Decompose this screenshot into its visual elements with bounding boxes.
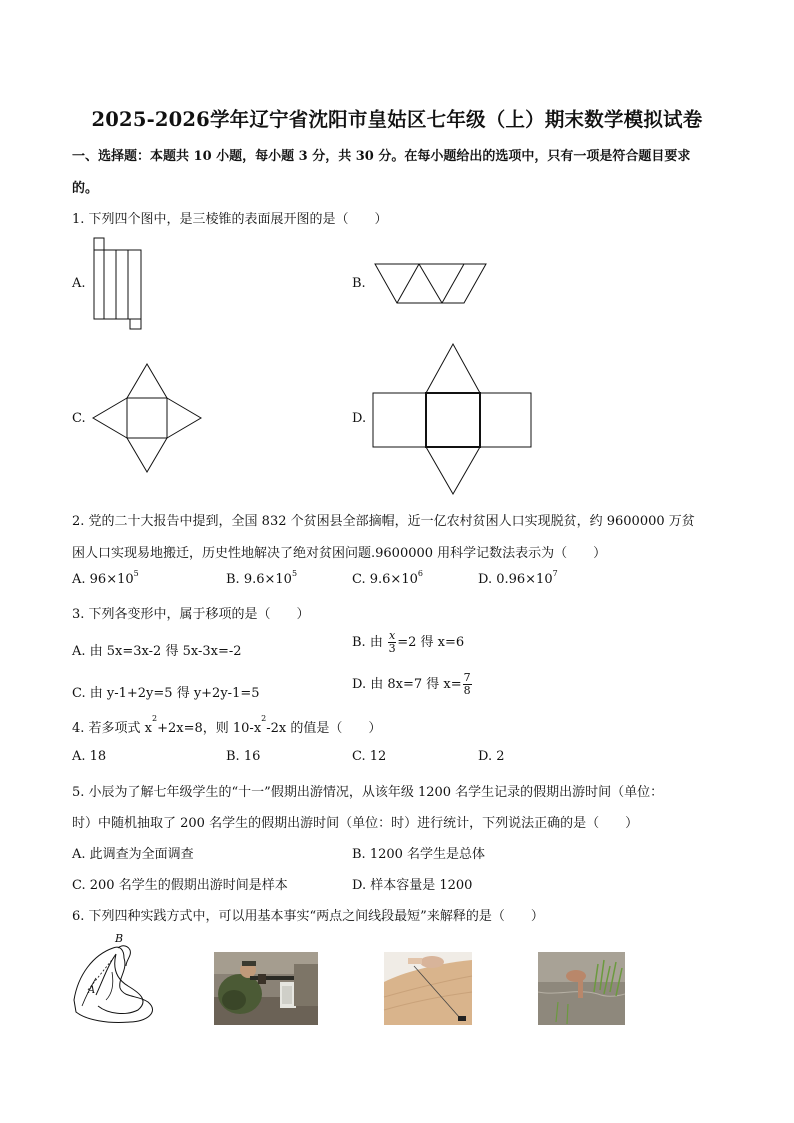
q2-option-b: B. $9.6\times 10^5$	[226, 569, 298, 587]
q4-option-c: C. 12	[352, 749, 387, 764]
q1-option-a-label: A.	[72, 276, 86, 291]
q5-option-c: C. 200 名学生的假期出游时间是样本	[72, 878, 288, 893]
q3-option-b-fraction: $\frac{x}{3}$	[388, 629, 396, 655]
q6-figure-1-label-a: A	[88, 985, 96, 996]
q5-option-d: D. 样本容量是 1200	[352, 878, 473, 893]
q1-option-d-label: D.	[352, 411, 367, 426]
question-5-stem-line1: 5. 小辰为了解七年级学生的“十一”假期出游情况，从该年级 1200 名学生记录的假期出游时间（单位：	[72, 785, 664, 800]
q1-figure-b	[372, 260, 492, 310]
q2-option-c: C. $9.6\times 10^6$	[352, 569, 423, 587]
q3-option-c: C. 由 y-1+2y=5 得 y+2y-1=5	[72, 686, 260, 701]
q4-option-d: D. 2	[478, 749, 505, 764]
q5-option-b: B. 1200 名学生是总体	[352, 847, 486, 862]
q5-option-a: A. 此调查为全面调查	[72, 847, 194, 862]
q6-figure-2-aiming-photo	[214, 952, 318, 1025]
question-6-stem: 6. 下列四种实践方式中，可以用基本事实“两点之间线段最短”来解释的是（ ）	[72, 909, 544, 924]
q1-figure-c	[90, 362, 205, 477]
q4-option-b: B. 16	[226, 749, 261, 764]
q6-figure-4-planting-photo	[538, 952, 625, 1025]
q6-figure-1-river-sketch	[68, 940, 168, 1030]
q1-figure-a	[90, 235, 150, 335]
page-title: 2025-2026学年辽宁省沈阳市皇姑区七年级（上）期末数学模拟试卷	[91, 108, 703, 131]
q6-figure-3-string-photo	[384, 952, 472, 1025]
question-5-stem-line2: 时）中随机抽取了 200 名学生的假期出游时间（单位：时）进行统计，下列说法正确的是（ ）	[72, 816, 639, 831]
q3-option-a: A. 由 5x=3x-2 得 5x-3x=-2	[72, 644, 242, 659]
q3-option-b: B. 由 $\frac{x}{3}$ =2 得 x=6	[352, 629, 465, 655]
question-4-stem: 4. 若多项式 $x^2+2x=8$，则 $10-x^2-2x$ 的值是（ ）	[72, 714, 382, 736]
q1-option-c-label: C.	[72, 411, 86, 426]
q2-option-a: A. $96\times 10^5$	[72, 569, 139, 587]
question-3-stem: 3. 下列各变形中，属于移项的是（ ）	[72, 607, 310, 622]
q3-option-d-fraction: $\frac{7}{8}$	[463, 671, 471, 697]
section-heading-line1: 一、选择题：本题共 10 小题，每小题 3 分，共 30 分。在每小题给出的选项中，只有一项是符合题目要求	[72, 149, 691, 164]
question-2-stem-line1: 2. 党的二十大报告中提到，全国 832 个贫困县全部摘帽，近一亿农村贫困人口实现脱贫，约 9600000 万贫	[72, 514, 695, 529]
q6-figure-1-label-b: B	[115, 932, 124, 945]
section-heading-line2: 的。	[72, 181, 99, 196]
q3-option-d: D. 由 8x=7 得 x= $\frac{7}{8}$	[352, 671, 471, 697]
question-1-stem: 1. 下列四个图中，是三棱锥的表面展开图的是（ ）	[72, 212, 388, 227]
q1-figure-d	[371, 342, 536, 497]
q1-option-b-label: B.	[352, 276, 366, 291]
q4-option-a: A. 18	[72, 749, 107, 764]
q2-option-d: D. $0.96\times 10^7$	[478, 569, 558, 587]
question-2-stem-line2: 困人口实现易地搬迁，历史性地解决了绝对贫困问题.9600000 用科学记数法表示为（ ）	[72, 546, 607, 561]
